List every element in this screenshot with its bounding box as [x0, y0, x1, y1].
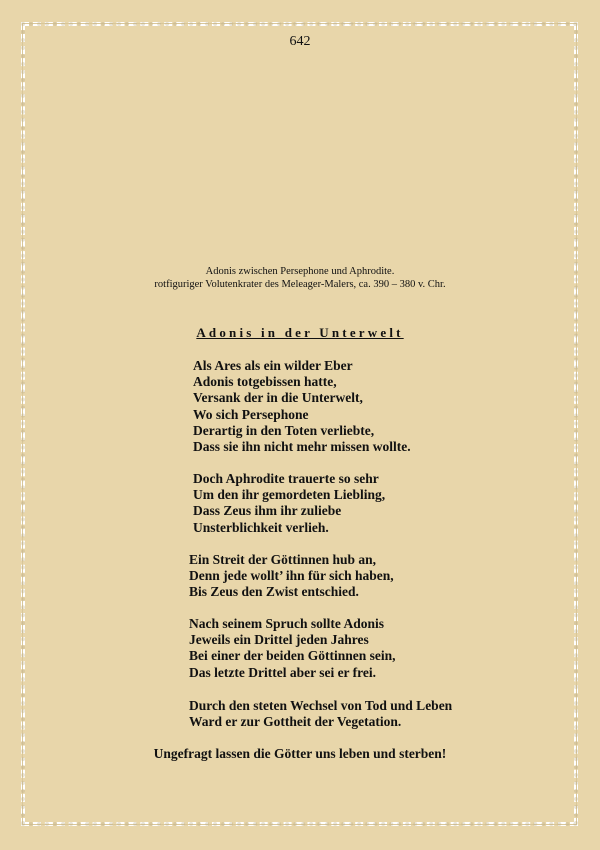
- poem-line: Derartig in den Toten verliebte,: [193, 422, 375, 438]
- poem-line: Wo sich Persephone: [193, 406, 309, 422]
- poem-title: Adonis in der Unterwelt: [196, 325, 404, 340]
- stanza-4: [189, 616, 396, 681]
- stanza-3: [189, 552, 394, 601]
- caption-line-1: Adonis zwischen Persephone und Aphrodite.: [205, 266, 395, 277]
- poem-line: Bis Zeus den Zwist entschied.: [189, 584, 359, 600]
- stanza-5: [189, 698, 452, 730]
- poem-line: Dass sie ihn nicht mehr missen wollte.: [193, 438, 411, 454]
- page-number: 642: [289, 34, 311, 49]
- poem-line: Als Ares als ein wilder Eber: [193, 358, 353, 373]
- image-caption: [0, 265, 600, 291]
- poem-line: Um den ihr gemordeten Liebling,: [193, 487, 386, 503]
- poem-line: Jeweils ein Drittel jeden Jahres: [189, 632, 369, 648]
- poem-line: Ein Streit der Göttinnen hub an,: [189, 552, 377, 567]
- stanza-2: [193, 471, 385, 536]
- poem-line: Adonis totgebissen hatte,: [193, 374, 337, 390]
- poem-line: Dass Zeus ihm ihr zuliebe: [193, 503, 342, 519]
- poem-line: Durch den steten Wechsel von Tod und Leben: [189, 698, 453, 713]
- poem-line: Denn jede wollt’ ihn für sich haben,: [189, 568, 394, 584]
- poem-line: Nach seinem Spruch sollte Adonis: [189, 616, 385, 631]
- closing-line: Ungefragt lassen die Götter uns leben und sterben!: [153, 746, 447, 761]
- poem-line: Das letzte Drittel aber sei er frei.: [189, 664, 377, 680]
- caption-line-2: rotfiguriger Volutenkrater des Meleager-Malers, ca. 390 – 380 v. Chr.: [154, 279, 446, 290]
- poem-line: Ward er zur Gottheit der Vegetation.: [189, 714, 402, 730]
- poem-line: Bei einer der beiden Göttinnen sein,: [189, 648, 396, 664]
- stanza-1: [193, 358, 411, 455]
- poem-line: Versank der in die Unterwelt,: [193, 390, 363, 406]
- poem-line: Unsterblichkeit verlieh.: [193, 519, 329, 535]
- poem-line: Doch Aphrodite trauerte so sehr: [193, 471, 379, 486]
